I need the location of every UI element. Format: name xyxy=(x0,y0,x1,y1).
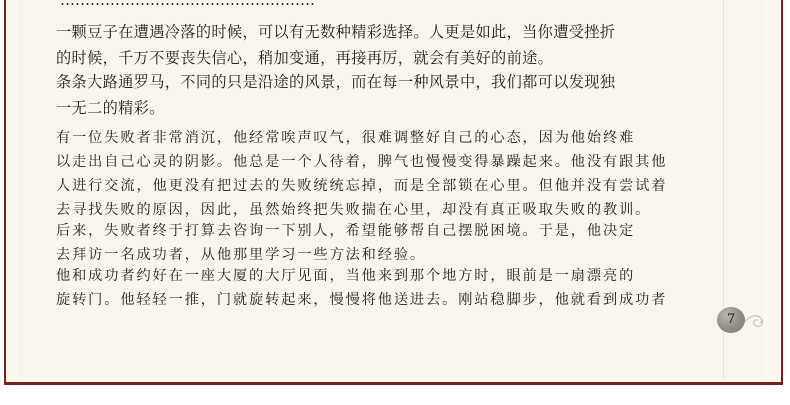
paragraph-1-line-2: 的时候，千万不要丧失信心，稍加变通，再接再厉，就会有美好的前途。 xyxy=(56,48,554,67)
book-page xyxy=(18,0,763,378)
paragraph-2-line-2: 一无二的精彩。 xyxy=(56,98,165,117)
paragraph-3-line-1: 有一位失败者非常消沉，他经常唉声叹气，很难调整好自己的心态，因为他始终难 xyxy=(56,130,636,146)
paragraph-4 xyxy=(56,219,706,267)
paragraph-3-line-2: 以走出自己心灵的阴影。他总是一个人待着，脾气也慢慢变得暴躁起来。他没有跟其他 xyxy=(56,154,668,170)
paragraph-3 xyxy=(56,126,706,222)
paragraph-4-line-2: 去拜访一名成功者，从他那里学习一些方法和经验。 xyxy=(56,247,427,263)
paragraph-5 xyxy=(56,264,706,312)
paragraph-5-line-1: 他和成功者约好在一座大厦的大厅见面，当他来到那个地方时，眼前是一扇漂亮的 xyxy=(56,268,636,284)
paragraph-4-line-1: 后来，失败者终于打算去咨询一下别人，希望能够帮自己摆脱困境。于是，他决定 xyxy=(56,223,636,239)
page-number-badge: 7 xyxy=(717,307,745,333)
paragraph-3-line-3: 人进行交流，他更没有把过去的失败统统忘掉，而是全部锁在心里。但他并没有尝试着 xyxy=(56,178,668,194)
partial-top-line: …………………………………………… xyxy=(60,0,315,9)
decorative-swirl-icon xyxy=(744,312,763,330)
paragraph-1 xyxy=(56,20,706,71)
paragraph-1-line-1: 一颗豆子在遭遇冷落的时候，可以有无数种精彩选择。人更是如此，当你遭受挫折 xyxy=(56,23,616,41)
paragraph-3-line-4: 去寻找失败的原因，因此，虽然始终把失败揣在心里，却没有真正吸取失败的教训。 xyxy=(56,202,652,218)
paragraph-5-line-2: 旋转门。他轻轻一推，门就旋转起来，慢慢将他送进去。刚站稳脚步，他就看到成功者 xyxy=(56,292,668,308)
paragraph-2 xyxy=(56,70,706,121)
paragraph-2-line-1: 条条大路通罗马，不同的只是沿途的风景，而在每一种风景中，我们都可以发现独 xyxy=(56,73,616,91)
